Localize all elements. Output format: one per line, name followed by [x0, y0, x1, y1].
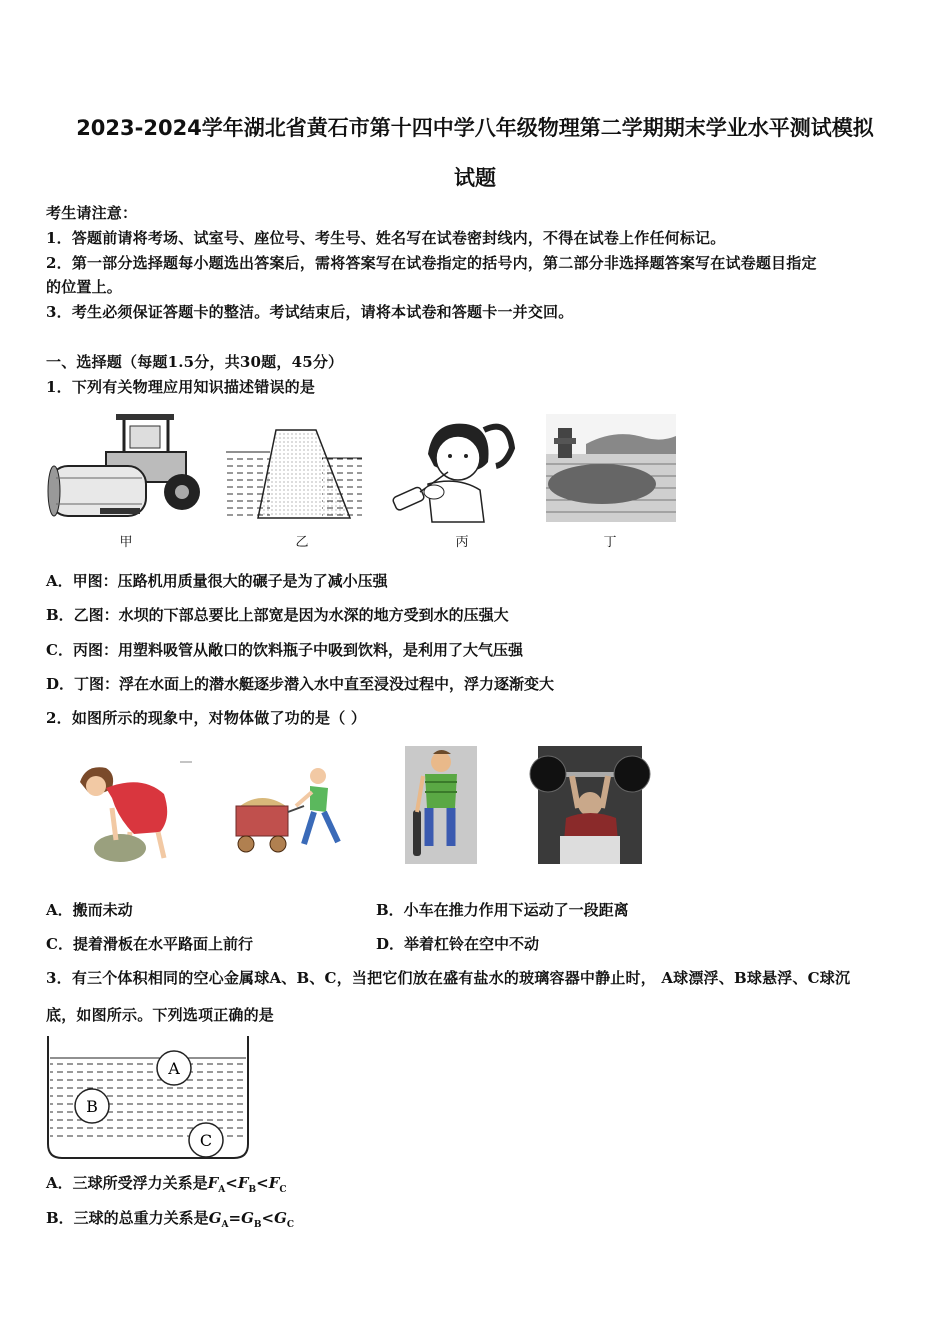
- notice-item: 3．考生必须保证答题卡的整洁。考试结束后，请将本试卷和答题卡一并交回。: [46, 303, 574, 321]
- salt-water-container-figure: [46, 1036, 250, 1160]
- option-text: B．小车在推力作用下运动了一段距离: [376, 901, 629, 919]
- question-1-stem: 1．下列有关物理应用知识描述错误的是: [46, 378, 316, 396]
- notice-item: 1．答题前请将考场、试室号、座位号、考生号、姓名写在试卷密封线内，不得在试卷上作任何标记。: [46, 229, 726, 247]
- dam-figure: [226, 428, 362, 520]
- option-text: C．提着滑板在水平路面上前行: [46, 935, 253, 953]
- notice-heading: 考生请注意：: [46, 204, 138, 222]
- option-text: A．甲图：压路机用质量很大的碾子是为了减小压强: [46, 572, 388, 590]
- boy-pushing-cart-figure: [230, 762, 350, 858]
- ball-label: B: [86, 1097, 98, 1116]
- option-text: A．搬而未动: [46, 901, 133, 919]
- option-text: C．丙图：用塑料吸管从敞口的饮料瓶子中吸到饮料，是利用了大气压强: [46, 641, 523, 659]
- document-title: 2023-2024学年湖北省黄石市第十四中学八年级物理第二学期期末学业水平测试模拟: [76, 116, 874, 140]
- boy-skateboard-figure: [405, 746, 477, 864]
- figure-caption: 丁: [603, 535, 617, 550]
- question-3-stem: 3．有三个体积相同的空心金属球A、B、C，当把它们放在盛有盐水的玻璃容器中静止时， A球漂浮、B球悬浮、C球沉: [46, 969, 851, 987]
- question-3-stem: 底，如图所示。下列选项正确的是: [46, 1006, 275, 1024]
- girl-straw-figure: [388, 414, 518, 524]
- option-text: [46, 1207, 294, 1230]
- option-text: D．丁图：浮在水面上的潜水艇逐步潜入水中直至浸没过程中，浮力逐渐变大: [46, 675, 555, 693]
- weightlifter-figure: [538, 746, 642, 864]
- option-label: A．三球所受浮力关系是: [46, 1174, 208, 1192]
- road-roller-figure: [46, 412, 202, 524]
- formula: $G_A=G_B<G_C$: [208, 1209, 295, 1230]
- notice-item: 的位置上。: [46, 278, 123, 296]
- submarine-figure: [546, 414, 676, 522]
- figure-caption: 乙: [295, 535, 309, 550]
- figure-caption: 甲: [119, 535, 133, 550]
- woman-lifting-figure: [72, 758, 192, 864]
- ball-label: C: [199, 1131, 213, 1150]
- ball-label: A: [168, 1059, 180, 1078]
- question-2-stem: 2．如图所示的现象中，对物体做了功的是（ ）: [46, 709, 367, 727]
- option-text: D．举着杠铃在空中不动: [376, 935, 540, 953]
- option-text: B．乙图：水坝的下部总要比上部宽是因为水深的地方受到水的压强大: [46, 606, 509, 624]
- option-label: B．三球的总重力关系是: [46, 1209, 209, 1227]
- document-title-line2: 试题: [454, 166, 496, 190]
- notice-item: 2．第一部分选择题每小题选出答案后，需将答案写在试卷指定的括号内，第二部分非选择题答案写在试卷题目指定: [46, 254, 817, 272]
- figure-caption: 丙: [455, 535, 469, 550]
- section-heading: 一、选择题（每题1.5分，共30题，45分）: [46, 353, 344, 371]
- option-text: [46, 1172, 287, 1195]
- formula: $F_A<F_B<F_C$: [207, 1174, 287, 1195]
